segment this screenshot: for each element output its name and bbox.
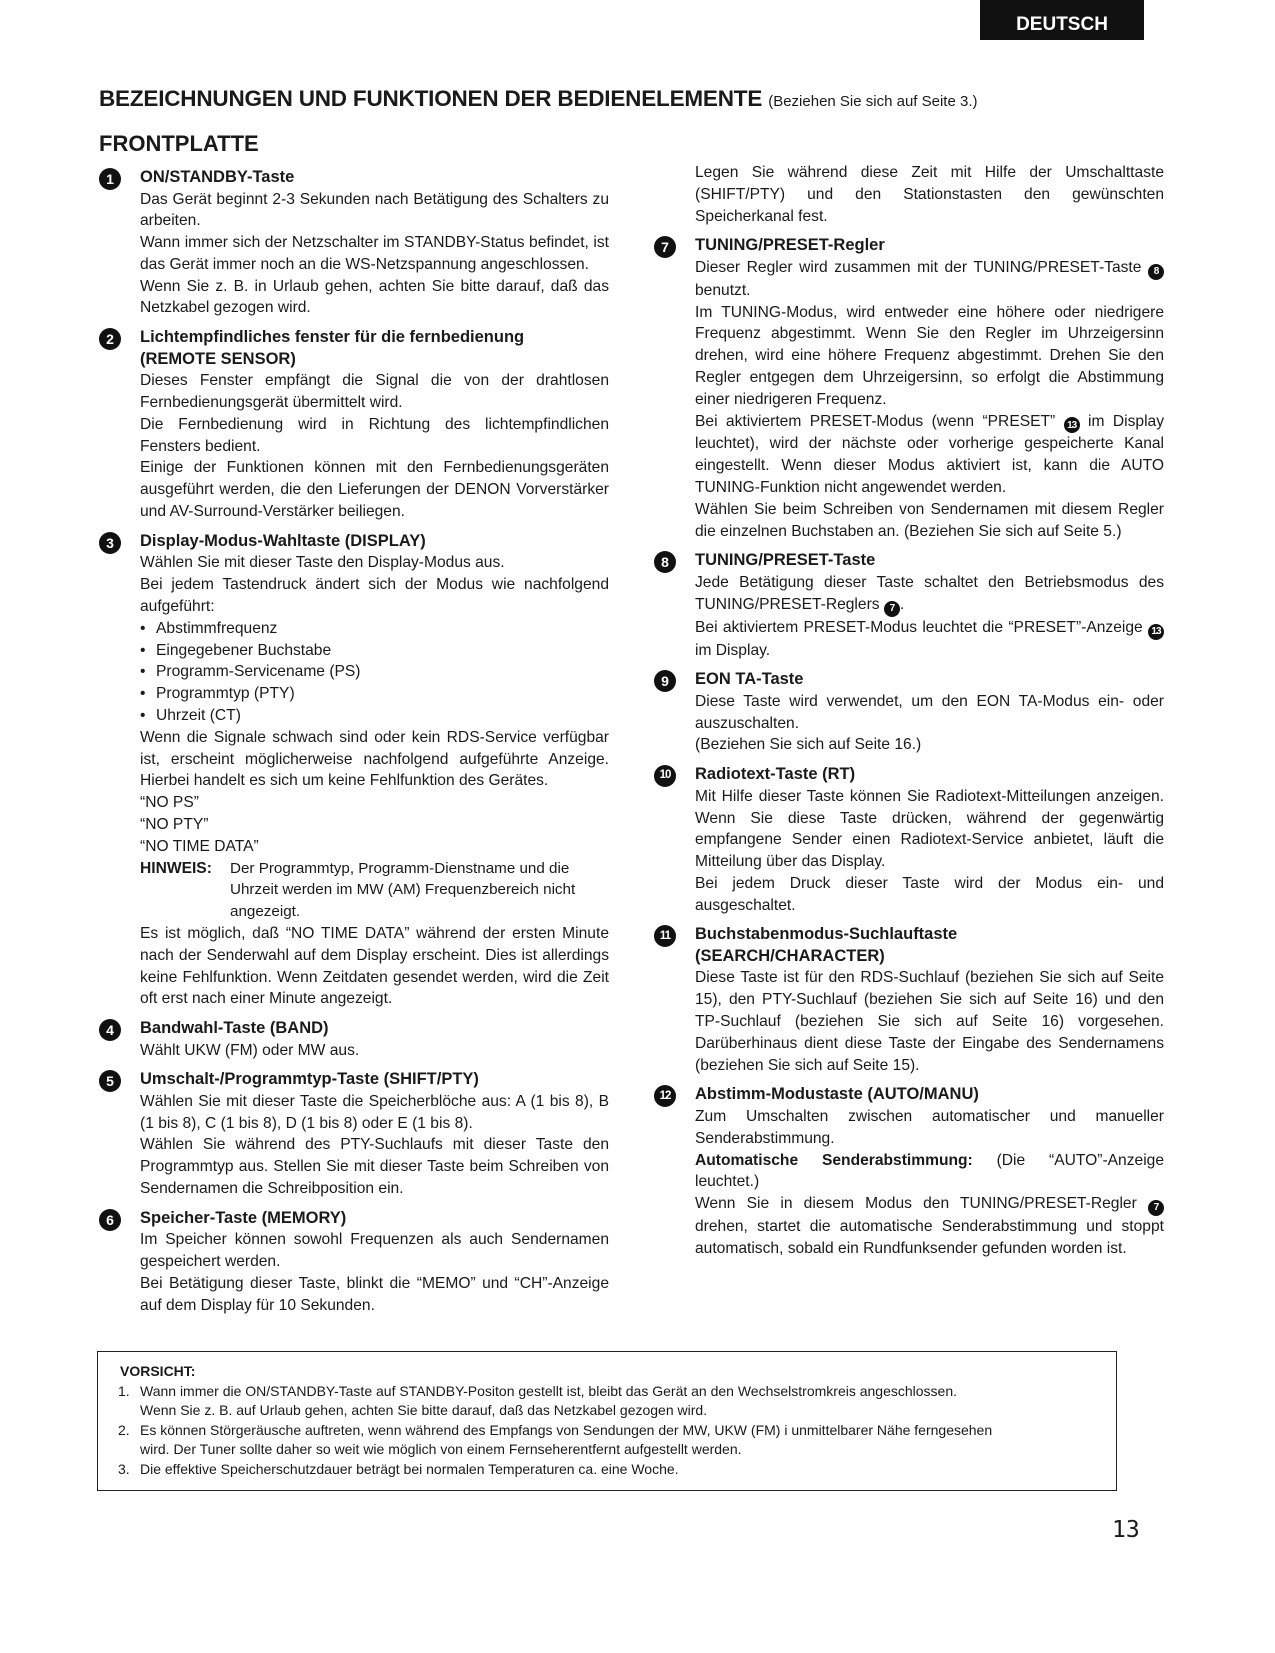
entry-7 xyxy=(654,235,1164,542)
left-column xyxy=(99,167,609,1317)
entry-text xyxy=(695,1150,1164,1194)
entry-text: Diese Taste ist für den RDS-Suchlauf (beziehen Sie sich auf Seite 15), den PTY-Suchlauf (beziehen Sie sich auf Seite 16) und den TP-Suchlauf (beziehen Sie sich auf Seite 16) vorgesehen. Darüberhinaus dient diese Taste der Eingabe des Sendernamens (beziehen Sie sich auf Seite 15). xyxy=(695,969,1164,1074)
list-item: • Programm-Servicename (PS) xyxy=(140,661,609,683)
entry-heading: Abstimm-Modustaste (AUTO/MANU) xyxy=(695,1085,979,1104)
entry-heading: TUNING/PRESET-Taste xyxy=(695,551,876,570)
reference-13-icon: 13 xyxy=(1064,417,1080,433)
entry-6-continued xyxy=(654,162,1164,227)
entry-heading: EON TA-Taste xyxy=(695,670,804,689)
entry-text: Bei Betätigung dieser Taste, blinkt die “MEMO” und “CH”-Anzeige auf dem Display für 10 Sekunden. xyxy=(140,1274,609,1314)
number-3-icon: 3 xyxy=(99,532,121,554)
reference-13-icon: 13 xyxy=(1148,624,1164,640)
entry-text: Diese Taste wird verwendet, um den EON TA-Modus ein- oder auszuschalten. xyxy=(695,692,1164,732)
caution-item xyxy=(118,1382,1096,1421)
entry-text: Wann immer sich der Netzschalter im STANDBY-Status befindet, ist das Gerät immer noch an die WS-Netzspannung angeschlossen. xyxy=(140,234,609,273)
number-11-icon: 11 xyxy=(654,925,676,947)
entry-text: Wählt UKW (FM) oder MW aus. xyxy=(140,1041,360,1059)
entry-heading: Radiotext-Taste (RT) xyxy=(695,765,856,784)
caution-item-number: 2. xyxy=(118,1421,130,1438)
right-column xyxy=(654,162,1164,1260)
entry-heading: Display-Modus-Wahltaste (DISPLAY) xyxy=(140,531,426,550)
entry-text: Im Speicher können sowohl Frequenzen als auch Sendernamen gespeichert werden. xyxy=(140,1231,609,1271)
text-fragment: Jede Betätigung dieser Taste schaltet den Betriebsmodus des TUNING/PRESET-Reglers xyxy=(695,573,1164,613)
entry-text xyxy=(695,257,1164,302)
list-item: • Abstimmfrequenz xyxy=(140,618,609,640)
list-item: • Programmtyp (PTY) xyxy=(140,683,609,705)
entry-heading: ON/STANDBY-Taste xyxy=(140,168,295,186)
entry-text xyxy=(695,1193,1164,1259)
number-12-icon: 12 xyxy=(654,1085,676,1107)
display-code: “NO PTY” xyxy=(140,815,209,833)
entry-12 xyxy=(654,1084,1164,1259)
caution-item-number: 1. xyxy=(118,1382,130,1399)
entry-10 xyxy=(654,764,1164,916)
reference-8-icon: 8 xyxy=(1148,264,1164,280)
entry-heading: Buchstabenmodus-Suchlauftaste xyxy=(695,925,958,944)
caution-item xyxy=(118,1460,1096,1480)
entry-text: Legen Sie während diese Zeit mit Hilfe der Umschalttaste (SHIFT/PTY) und den Stationstasten den gewünschten Speicherkanal fest. xyxy=(695,164,1164,225)
entry-5 xyxy=(99,1069,609,1199)
caution-line: Es können Störgeräusche auftreten, wenn während des Empfangs von Sendungen der MW, UKW (FM) i unmittelbarer Nähe ferngesehen xyxy=(140,1421,993,1438)
number-9-icon: 9 xyxy=(654,670,676,692)
language-tab: DEUTSCH xyxy=(980,0,1144,40)
caution-line: Wenn Sie z. B. auf Urlaub gehen, achten Sie bitte darauf, daß das Netzkabel gezogen wird. xyxy=(140,1402,708,1418)
entry-text: Das Gerät beginnt 2-3 Sekunden nach Betätigung des Schalters zu arbeiten. xyxy=(140,190,609,230)
number-1-icon: 1 xyxy=(99,168,121,190)
reference-7-icon: 7 xyxy=(884,601,900,617)
number-6-icon: 6 xyxy=(99,1209,121,1231)
display-code: “NO PS” xyxy=(140,794,199,812)
caution-item-text xyxy=(140,1421,992,1460)
reference-7-icon: 7 xyxy=(1148,1200,1164,1216)
entry-6 xyxy=(99,1208,609,1317)
caution-line: Die effektive Speicherschutzdauer beträgt bei normalen Temperaturen ca. eine Woche. xyxy=(140,1460,679,1477)
number-10-icon: 10 xyxy=(654,765,676,787)
number-2-icon: 2 xyxy=(99,328,121,350)
caution-item-text xyxy=(140,1382,957,1421)
caution-title: VORSICHT: xyxy=(120,1363,196,1379)
display-code: “NO TIME DATA” xyxy=(140,837,259,855)
caution-line: wird. Der Tuner sollte daher so weit wie möglich von einem Fernseherentfernt aufgestellt werden. xyxy=(140,1441,742,1457)
entry-4 xyxy=(99,1018,609,1061)
entry-2 xyxy=(99,327,609,523)
note xyxy=(140,858,609,923)
caution-item-number: 3. xyxy=(118,1460,130,1477)
section-title: FRONTPLATTE xyxy=(99,131,259,156)
text-fragment: Bei aktiviertem PRESET-Modus (wenn “PRESET” xyxy=(695,412,1056,430)
text-fragment: Bei aktiviertem PRESET-Modus leuchtet die “PRESET”-Anzeige xyxy=(695,618,1143,636)
entry-heading: TUNING/PRESET-Regler xyxy=(695,236,885,255)
entry-text: (Beziehen Sie sich auf Seite 16.) xyxy=(695,736,922,754)
text-fragment: benutzt. xyxy=(695,281,751,299)
list-item: • Uhrzeit (CT) xyxy=(140,705,609,727)
note-label: HINWEIS: xyxy=(140,859,212,877)
entry-heading: Lichtempfindliches fenster für die fernbedienung xyxy=(140,328,525,347)
entry-text: Dieses Fenster empfängt die Signal die von der drahtlosen Fernbedienungsgerät übermittelt wird. xyxy=(140,372,609,412)
text-fragment: im Display leuchtet), wird der nächste oder vorherige gespeicherte Kanal eingestellt. Wenn dieser Modus aktiviert ist, kann die AUTO TUNING-Funktion nicht angewendet werden. xyxy=(695,412,1164,497)
text-fragment: drehen, startet die automatische Senderabstimmung und stoppt automatisch, sobald ein Rundfunksender gefunden worden ist. xyxy=(695,1218,1164,1257)
page-title-reference: (Beziehen Sie sich auf Seite 3.) xyxy=(768,93,978,110)
entry-text: Wählen Sie während des PTY-Suchlaufs mit dieser Taste den Programmtyp aus. Stellen Sie mit dieser Taste beim Schreiben von Sendernamen die Schreibposition ein. xyxy=(140,1136,609,1198)
text-fragment: (Die “AUTO”-Anzeige leuchtet.) xyxy=(695,1151,1165,1191)
entry-text: Wählen Sie mit dieser Taste den Display-Modus aus. xyxy=(140,554,505,572)
entry-text: Zum Umschalten zwischen automatischer und manueller Senderabstimmung. xyxy=(695,1107,1164,1147)
caution-line: Wann immer die ON/STANDBY-Taste auf STANDBY-Positon gestellt ist, bleibt das Gerät an den Wechselstromkreis angeschlossen. xyxy=(140,1382,958,1399)
entry-text: Wenn Sie z. B. in Urlaub gehen, achten Sie bitte darauf, daß das Netzkabel gezogen wird. xyxy=(140,277,609,317)
entry-text: Mit Hilfe dieser Taste können Sie Radiotext-Mitteilungen anzeigen. Wenn Sie diese Taste drücken, während der gegenwärtig empfangene Sender einen Radiotext-Service anbietet, läuft die Mitteilung über das Display. xyxy=(695,787,1164,871)
entry-heading: (REMOTE SENSOR) xyxy=(140,349,296,368)
entry-text: Im TUNING-Modus, wird entweder eine höhere oder niedrigere Frequenz abgestimmt. Wenn Sie den Regler im Uhrzeigersinn drehen, wird eine höhere Frequenz abgestimmt. Drehen Sie den Regler entgegen dem Uhrzeigersinn, so erfolgt die Abstimmung einer niedrigeren Frequenz. xyxy=(695,303,1164,408)
entry-text: Es ist möglich, daß “NO TIME DATA” während der ersten Minute nach der Senderwahl auf dem Display erscheint. Dies ist allerdings keine Fehlfunktion. Wenn Zeitdaten gesendet werden, wird die Zeit oft erst nach einer Minute angezeigt. xyxy=(140,924,609,1008)
text-fragment: Dieser Regler wird zusammen mit der TUNING/PRESET-Taste xyxy=(695,258,1142,276)
number-5-icon: 5 xyxy=(99,1070,121,1092)
caution-item xyxy=(118,1421,1096,1460)
entry-9 xyxy=(654,669,1164,756)
list-item: • Eingegebener Buchstabe xyxy=(140,640,609,662)
page-number: 13 xyxy=(1112,1517,1140,1543)
entry-text: Die Fernbedienung wird in Richtung des lichtempfindlichen Fensters bedient. xyxy=(140,415,609,455)
entry-text xyxy=(695,411,1164,499)
text-fragment: im Display. xyxy=(695,641,771,659)
entry-text: Wenn die Signale schwach sind oder kein RDS-Service verfügbar ist, erscheint möglicherweise nachfolgend aufgeführte Anzeige. Hierbei handelt es sich um keine Fehlfunktion des Gerätes. xyxy=(140,728,609,790)
page-title-text: BEZEICHNUNGEN UND FUNKTIONEN DER BEDIENELEMENTE xyxy=(99,86,763,111)
caution-item-text xyxy=(140,1460,679,1480)
note-text: Der Programmtyp, Programm-Dienstname und die Uhrzeit werden im MW (AM) Frequenzbereich nicht angezeigt. xyxy=(230,859,576,921)
text-fragment: Wenn Sie in diesem Modus den TUNING/PRESET-Regler xyxy=(695,1195,1137,1213)
number-4-icon: 4 xyxy=(99,1019,121,1041)
entry-1 xyxy=(99,167,609,319)
entry-text: Einige der Funktionen können mit den Fernbedienungsgeräten ausgeführt werden, die den Lieferungen der DENON Vorverstärker und AV-Surround-Verstärker beiliegen. xyxy=(140,459,609,521)
entry-heading: Umschalt-/Programmtyp-Taste (SHIFT/PTY) xyxy=(140,1070,479,1089)
entry-text: Wählen Sie mit dieser Taste die Speicherblöche aus: A (1 bis 8), B (1 bis 8), C (1 bis 8), D (1 bis 8) oder E (1 bis 8). xyxy=(140,1092,609,1132)
caution-box xyxy=(97,1351,1117,1491)
entry-8 xyxy=(654,550,1164,661)
entry-heading: Bandwahl-Taste (BAND) xyxy=(140,1019,329,1038)
entry-text xyxy=(695,572,1164,617)
number-8-icon: 8 xyxy=(654,551,676,573)
entry-11 xyxy=(654,924,1164,1076)
entry-3 xyxy=(99,531,609,1010)
entry-text xyxy=(695,617,1164,662)
text-fragment: . xyxy=(899,595,905,613)
entry-heading: Speicher-Taste (MEMORY) xyxy=(140,1208,347,1227)
entry-text: Bei jedem Druck dieser Taste wird der Modus ein- und ausgeschaltet. xyxy=(695,874,1164,914)
text-emphasis: Automatische Senderabstimmung: xyxy=(695,1151,973,1169)
number-7-icon: 7 xyxy=(654,236,676,258)
page-title xyxy=(99,86,978,112)
entry-heading: (SEARCH/CHARACTER) xyxy=(695,946,885,965)
entry-text: Bei jedem Tastendruck ändert sich der Modus wie nachfolgend aufgeführt: xyxy=(140,576,609,615)
entry-text: Wählen Sie beim Schreiben von Sendernamen mit diesem Regler die einzelnen Buchstaben an. (Beziehen Sie sich auf Seite 5.) xyxy=(695,500,1164,540)
